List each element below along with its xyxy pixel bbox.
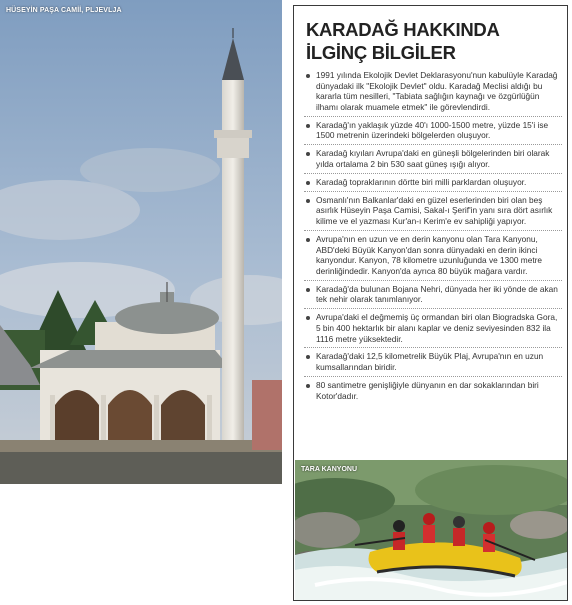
bullet-icon [306,384,310,388]
fact-item [304,148,562,173]
facts-panel [293,5,568,601]
bullet-icon [306,74,310,78]
fact-item [304,70,562,117]
fact-text: 1991 yılında Ekolojik Devlet Deklarasyonu'nun kabulüyle Karadağ dünyadaki ilk "Ekolojik Devlet" oldu. Karadağ Meclisi aldığı bu kararla tüm nesilleri, "Tabiata sağlığın kaynağı ve özgürlüğün ilhamı olarak muamele etmek" ile görevlendirdi. [316,70,558,112]
bullet-icon [306,181,310,185]
mosque-photo-caption: HÜSEYİN PAŞA CAMİİ, PLJEVLJA [6,7,122,14]
fact-text: Karadağ topraklarının dörtte biri milli parklardan oluşuyor. [316,176,527,187]
fact-item [304,312,562,348]
fact-text: Avrupa'nın en uzun ve en derin kanyonu olan Tara Kanyonu, ABD'deki Büyük Kanyon'dan sonra dünyadaki en derin ikinci kanyondur. Kanyon, 78 kilometre uzunluğunda ve 1300 metre derinliğindedir. Kanyon'da ayrıca 80 büyük mağara vardır. [316,234,543,276]
fact-text: 80 santimetre genişliğiyle dünyanın en dar sokaklarından biri Kotor'dadır. [316,380,539,401]
bullet-icon [306,152,310,156]
fact-text: Avrupa'daki el değmemiş üç ormandan biri olan Biogradska Gora, 5 bin 400 hektarlık bir alanı kaplar ve deniz seviyesinden 832 ila 1116 metre yüksektedir. [316,312,558,344]
rafting-photo [295,460,567,600]
bullet-icon [306,288,310,292]
fact-text: Karadağ'daki 12,5 kilometrelik Büyük Plaj, Avrupa'nın en uzun kumsallarından biridir. [316,351,544,373]
mosque-photo [0,0,282,484]
bullet-icon [306,124,310,128]
rafting-photo-caption: TARA KANYONU [301,466,357,473]
fact-item [304,380,562,404]
bullet-icon [306,355,310,359]
fact-text: Karadağ'ın yaklaşık yüzde 40'ı 1000-1500 metre, yüzde 15'i ise 1500 metrenin üzerindeki bölgelerden oluşuyor. [316,119,549,141]
panel-title-line-1: KARADAĞ HAKKINDA [306,19,500,40]
fact-item [304,120,562,145]
bullet-icon [306,316,310,320]
fact-item [304,284,562,309]
facts-list [304,70,562,408]
fact-item [304,195,562,231]
panel-title-line-2: İLGİNÇ BİLGİLER [306,42,456,63]
fact-text: Karadağ'da bulunan Bojana Nehri, dünyada her iki yönde de akan tek nehir olarak tanımlanıyor. [316,283,558,305]
mosque-illustration [0,0,282,484]
fact-item [304,177,562,192]
rafting-illustration [295,460,567,600]
fact-item [304,234,562,281]
bullet-icon [306,238,310,242]
fact-text: Karadağ kıyıları Avrupa'daki en güneşli bölgelerinden biri olarak yılda ortalama 2 bin 530 saat güneş ışığı alıyor. [316,148,550,169]
panel-title [306,18,561,64]
fact-item [304,351,562,376]
fact-text: Osmanlı'nın Balkanlar'daki en güzel eserlerinden biri olan beş asırlık Hüseyin Paşa Camisi, Sakal-ı Şerif'in yanı sıra dört asırlık kilime ve el yazması Kur'an-ı Kerim'e ev sahipliği yapıyor. [316,194,553,227]
bullet-icon [306,199,310,203]
